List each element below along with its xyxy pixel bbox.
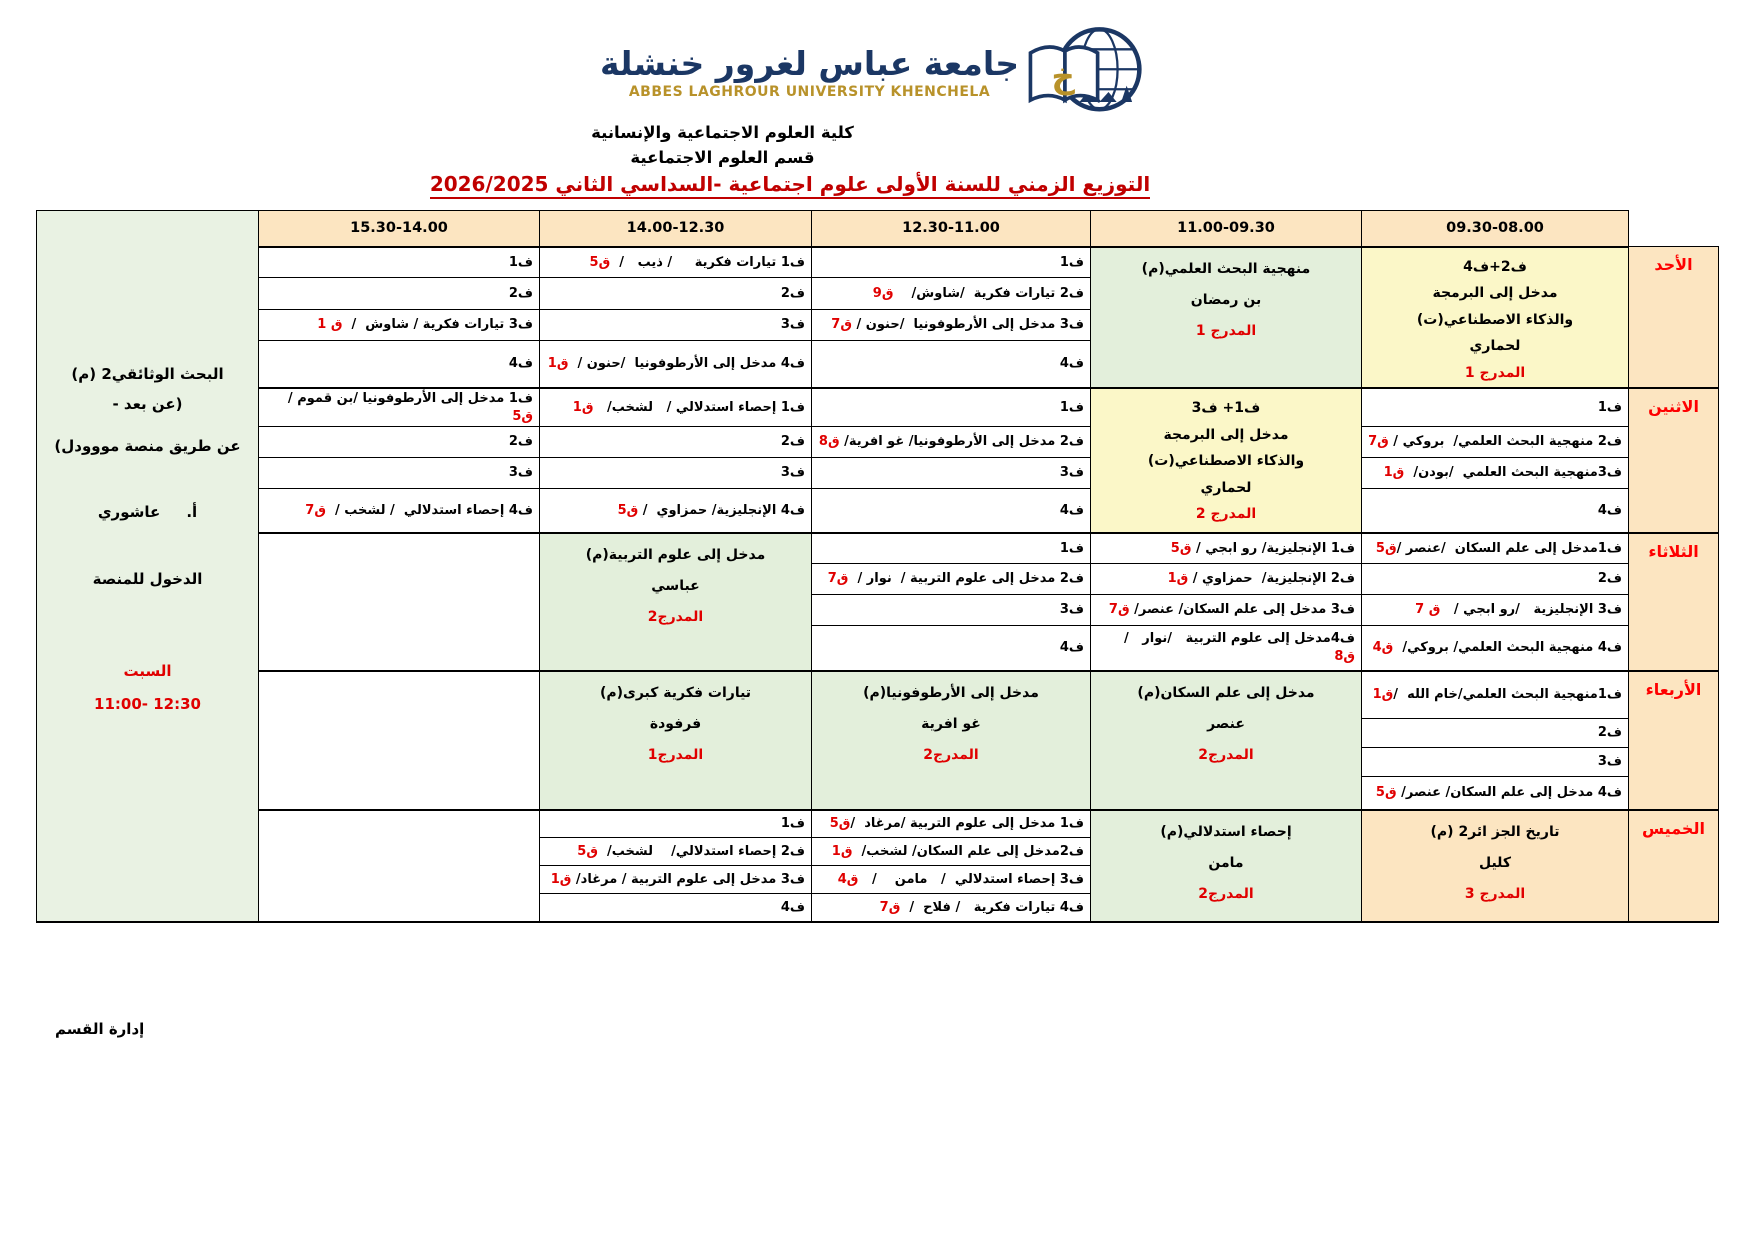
session-line: المدرج2 bbox=[1198, 885, 1254, 902]
session-cell bbox=[540, 533, 812, 671]
session-line: عباسي bbox=[651, 577, 700, 594]
notes-line: الدخول للمنصة bbox=[92, 570, 203, 588]
group-session-cell: ف4 الإنجليزية/ حمزاوي / ق5 bbox=[540, 489, 812, 533]
session-line: إحصاء استدلالي(م) bbox=[1160, 823, 1292, 840]
session-line: المدرج 1 bbox=[1195, 322, 1257, 339]
group-session-cell: ف4 منهجية البحث العلمي/ بروكي/ ق4 bbox=[1362, 626, 1629, 671]
group-session-cell: ف1 مدخل إلى علوم التربية /مرغاد /ق5 bbox=[812, 810, 1091, 838]
group-session-cell: ف2 bbox=[540, 278, 812, 309]
university-names bbox=[600, 44, 1019, 100]
group-session-cell: ف2 مدخل إلى الأرطوفونيا/ غو افرية/ ق8 bbox=[812, 427, 1091, 458]
group-session-cell: ف1 bbox=[1362, 388, 1629, 427]
group-session-cell: ف2 bbox=[1362, 719, 1629, 748]
session-cell bbox=[1091, 810, 1362, 922]
page-title: التوزيع الزمني للسنة الأولى علوم اجتماعية -السداسي الثاني 2026/2025 bbox=[430, 172, 1150, 199]
session-cell bbox=[259, 810, 540, 922]
session-line: منهجية البحث العلمي(م) bbox=[1141, 260, 1311, 277]
session-line: المدرج 1 bbox=[1464, 364, 1526, 381]
group-session-cell: ف3 مدخل إلى الأرطوفونيا /حنون / ق7 bbox=[812, 309, 1091, 340]
timetable-subrow bbox=[37, 489, 1719, 533]
timetable-subrow bbox=[37, 533, 1719, 564]
group-session-cell: ف4 تيارات فكرية / فلاح / ق7 bbox=[812, 894, 1091, 922]
group-session-cell: ف1 bbox=[812, 247, 1091, 278]
group-session-cell: ف3 إحصاء استدلالي / مامن / ق4 bbox=[812, 866, 1091, 894]
time-header-0930-0800: 09.30-08.00 bbox=[1362, 211, 1629, 247]
session-line: والذكاء الاصطناعي(ت) bbox=[1147, 453, 1305, 469]
group-session-cell: ف3 bbox=[540, 309, 812, 340]
group-session-cell: ف2 إحصاء استدلالي/ لشخب/ ق5 bbox=[540, 838, 812, 866]
group-session-cell: ف2 تيارات فكرية /شاوش/ ق9 bbox=[812, 278, 1091, 309]
group-session-cell: ف3 bbox=[1362, 748, 1629, 777]
university-emblem-icon bbox=[1025, 22, 1143, 122]
session-line: مدخل إلى علوم التربية(م) bbox=[585, 546, 766, 563]
svg-text:خ: خ bbox=[1051, 57, 1075, 96]
group-session-cell: ف1 bbox=[540, 810, 812, 838]
group-session-cell: ف2 مدخل إلى علوم التربية / نوار / ق7 bbox=[812, 564, 1091, 595]
session-cell bbox=[1091, 671, 1362, 810]
session-cell bbox=[1362, 247, 1629, 389]
notes-line: (عن بعد - bbox=[112, 395, 183, 413]
university-logo bbox=[600, 22, 1143, 122]
session-line: غو افرية bbox=[921, 715, 981, 732]
group-session-cell: ف3 تيارات فكرية / شاوش / ق 1 bbox=[259, 309, 540, 340]
session-line: بن رمضان bbox=[1190, 291, 1262, 308]
time-header-row bbox=[37, 211, 1719, 247]
group-session-cell: ف1 bbox=[812, 533, 1091, 564]
session-cell bbox=[1091, 388, 1362, 533]
timetable-subrow bbox=[37, 388, 1719, 427]
group-session-cell: ف4 bbox=[540, 894, 812, 922]
day-label: الأحد bbox=[1629, 247, 1719, 389]
session-cell bbox=[259, 671, 540, 810]
group-session-cell: ف4 bbox=[259, 340, 540, 388]
group-session-cell: ف1 bbox=[259, 247, 540, 278]
group-session-cell: ف4 bbox=[1362, 489, 1629, 533]
session-cell bbox=[1091, 247, 1362, 389]
session-line: مامن bbox=[1208, 854, 1244, 871]
group-session-cell: ف2 الإنجليزية/ حمزاوي / ق1 bbox=[1091, 564, 1362, 595]
session-line: المدرج 3 bbox=[1464, 885, 1526, 902]
group-session-cell: ف3 bbox=[540, 458, 812, 489]
group-session-cell: ف4 إحصاء استدلالي / لشخب / ق7 bbox=[259, 489, 540, 533]
session-line: مدخل إلى الأرطوفونيا(م) bbox=[863, 684, 1039, 701]
group-session-cell: ف2مدخل إلى علم السكان/ لشخب/ ق1 bbox=[812, 838, 1091, 866]
group-session-cell: ف4مدخل إلى علوم التربية /نوار / ق8 bbox=[1091, 626, 1362, 671]
group-session-cell: ف3 bbox=[259, 458, 540, 489]
group-session-cell: ف3منهجية البحث العلمي /بودن/ ق1 bbox=[1362, 458, 1629, 489]
time-header-1100-0930: 11.00-09.30 bbox=[1091, 211, 1362, 247]
timetable-grid bbox=[36, 210, 1719, 923]
group-session-cell: ف3 bbox=[812, 458, 1091, 489]
session-line: المدرج1 bbox=[647, 746, 704, 763]
session-line: تاريخ الجز ائر2 (م) bbox=[1430, 823, 1560, 840]
notes-cell bbox=[37, 211, 259, 922]
timetable bbox=[36, 210, 1719, 923]
notes-line: عن طريق منصة مووودل) bbox=[54, 437, 241, 455]
session-line: كليل bbox=[1478, 854, 1512, 871]
group-session-cell: ف2 منهجية البحث العلمي/ بروكي / ق7 bbox=[1362, 427, 1629, 458]
notes-line: 12:30 -11:00 bbox=[94, 695, 201, 713]
group-session-cell: ف4 bbox=[812, 489, 1091, 533]
title-block bbox=[0, 172, 1580, 199]
corner-blank bbox=[1629, 211, 1719, 247]
session-line: تيارات فكرية كبرى(م) bbox=[599, 684, 752, 701]
faculty-block bbox=[0, 120, 1445, 170]
group-session-cell: ف3 bbox=[812, 595, 1091, 626]
group-session-cell: ف1 bbox=[812, 388, 1091, 427]
time-header-1230-1100: 12.30-11.00 bbox=[812, 211, 1091, 247]
session-line: المدرج2 bbox=[923, 746, 979, 763]
timetable-subrow bbox=[37, 458, 1719, 489]
session-cell bbox=[812, 671, 1091, 810]
notes-line: البحث الوثائقي2 (م) bbox=[71, 365, 224, 383]
session-line: لحماري bbox=[1200, 479, 1252, 496]
time-header-1530-1400: 15.30-14.00 bbox=[259, 211, 540, 247]
department-name: قسم العلوم الاجتماعية bbox=[630, 148, 815, 167]
session-line: والذكاء الاصطناعي(ت) bbox=[1416, 311, 1574, 328]
timetable-subrow bbox=[37, 810, 1719, 838]
time-header-1400-1230: 14.00-12.30 bbox=[540, 211, 812, 247]
day-label: الاثنين bbox=[1629, 388, 1719, 533]
group-session-cell: ف2 bbox=[259, 427, 540, 458]
session-line: المدرج 2 bbox=[1195, 506, 1257, 522]
department-admin-note: إدارة القسم bbox=[55, 1020, 145, 1038]
timetable-subrow bbox=[37, 671, 1719, 719]
group-session-cell: ف1منهجية البحث العلمي/خام الله /ق1 bbox=[1362, 671, 1629, 719]
group-session-cell: ف1مدخل إلى علم السكان /عنصر /ق5 bbox=[1362, 533, 1629, 564]
group-session-cell: ف1 تيارات فكرية / ذيب / ق5 bbox=[540, 247, 812, 278]
timetable-subrow bbox=[37, 427, 1719, 458]
group-session-cell: ف2 bbox=[540, 427, 812, 458]
group-session-cell: ف4 bbox=[812, 626, 1091, 671]
university-name-english: ABBES LAGHROUR UNIVERSITY KHENCHELA bbox=[628, 84, 991, 100]
session-cell bbox=[259, 533, 540, 671]
session-cell bbox=[540, 671, 812, 810]
session-line: فرفودة bbox=[649, 715, 702, 732]
group-session-cell: ف2 bbox=[259, 278, 540, 309]
group-session-cell: ف1 إحصاء استدلالي / لشخب/ ق1 bbox=[540, 388, 812, 427]
university-name-arabic: جامعة عباس لغرور خنشلة bbox=[600, 44, 1020, 83]
session-line: ف1+ ف3 bbox=[1191, 400, 1261, 416]
group-session-cell: ف4 bbox=[812, 340, 1091, 388]
session-line: ف2+ف4 bbox=[1463, 258, 1527, 275]
group-session-cell: ف1 مدخل إلى الأرطوفونيا /بن قموم / ق5 bbox=[259, 388, 540, 427]
session-line: مدخل إلى البرمجة bbox=[1432, 285, 1558, 301]
session-cell bbox=[1362, 810, 1629, 922]
session-line: مدخل إلى علم السكان(م) bbox=[1137, 684, 1315, 701]
group-session-cell: ف3 الإنجليزية /رو ابجي / ق 7 bbox=[1362, 595, 1629, 626]
day-label: الخميس bbox=[1629, 810, 1719, 922]
notes-line: أ. عاشوري bbox=[97, 503, 198, 521]
faculty-name: كلية العلوم الاجتماعية والإنسانية bbox=[591, 123, 854, 142]
session-line: عنصر bbox=[1207, 715, 1245, 732]
session-line: لحماري bbox=[1469, 338, 1521, 354]
day-label: الثلاثاء bbox=[1629, 533, 1719, 671]
group-session-cell: ف4 مدخل إلى الأرطوفونيا /حنون / ق1 bbox=[540, 340, 812, 388]
group-session-cell: ف3 مدخل إلى علم السكان/ عنصر/ ق7 bbox=[1091, 595, 1362, 626]
day-label: الأربعاء bbox=[1629, 671, 1719, 810]
group-session-cell: ف1 الإنجليزية/ رو ابجي / ق5 bbox=[1091, 533, 1362, 564]
session-line: المدرج2 bbox=[1198, 746, 1254, 763]
session-line: المدرج2 bbox=[647, 608, 704, 625]
group-session-cell: ف3 مدخل إلى علوم التربية / مرغاد/ ق1 bbox=[540, 866, 812, 894]
notes-line: السبت bbox=[123, 662, 172, 680]
session-line: مدخل إلى البرمجة bbox=[1163, 426, 1289, 443]
timetable-subrow bbox=[37, 247, 1719, 278]
group-session-cell: ف4 مدخل إلى علم السكان/ عنصر/ ق5 bbox=[1362, 777, 1629, 810]
group-session-cell: ف2 bbox=[1362, 564, 1629, 595]
